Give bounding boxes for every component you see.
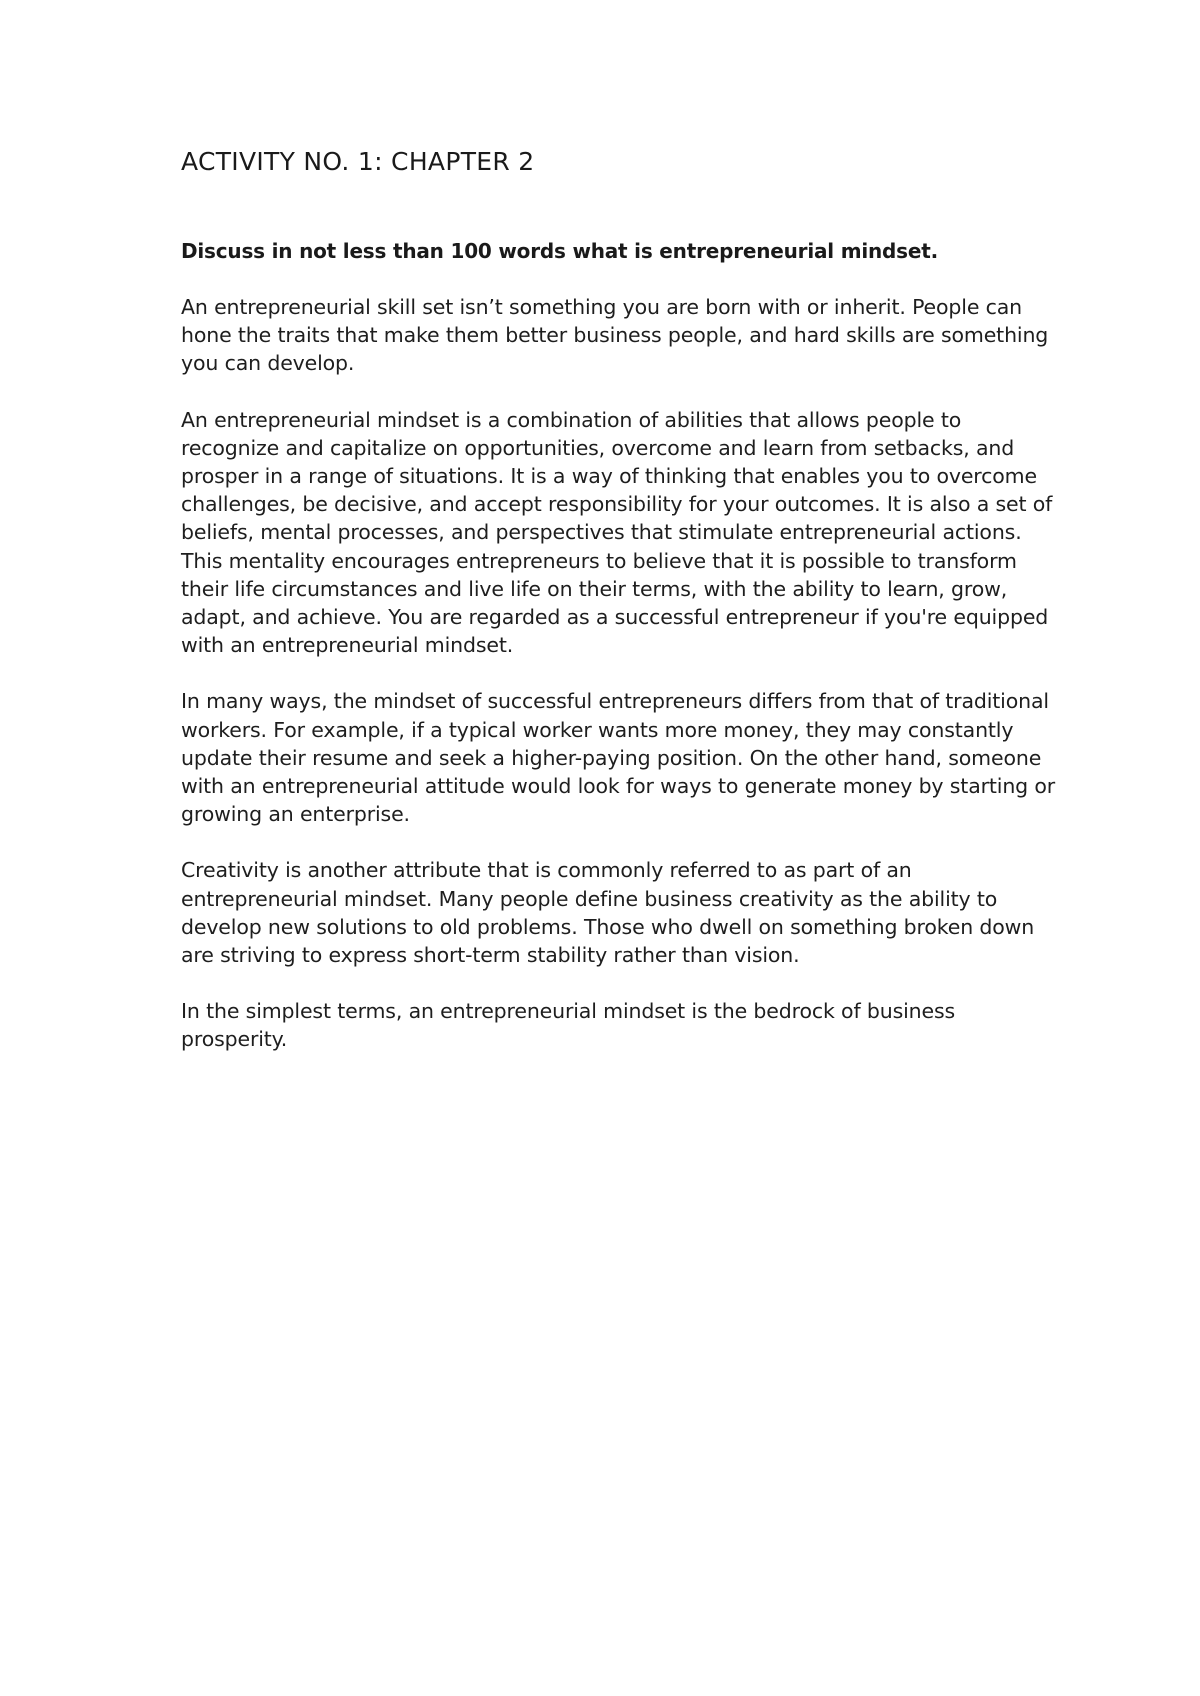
page-title: ACTIVITY NO. 1: CHAPTER 2 xyxy=(181,147,535,176)
document-body xyxy=(181,145,1061,1054)
paragraph-3: In many ways, the mindset of successful entrepreneurs differs from that of traditional workers. For example, if a typical worker wants more money, they may constantly update their resume and seek a higher-paying position. On the other hand, someone with an entrepreneurial attitude would look for ways to generate money by starting or growing an enterprise. xyxy=(181,689,1056,827)
paragraph-2: An entrepreneurial mindset is a combination of abilities that allows people to recognize and capitalize on opportunities, overcome and learn from setbacks, and prosper in a range of situations. It is a way of thinking that enables you to overcome challenges, be decisive, and accept responsibility for your outcomes. It is also a set of beliefs, mental processes, and perspectives that stimulate entrepreneurial actions. This mentality encourages entrepreneurs to believe that it is possible to transform their life circumstances and live life on their terms, with the ability to learn, grow, adapt, and achieve. You are regarded as a successful entrepreneur if you're equipped with an entrepreneurial mindset. xyxy=(181,407,1053,658)
question-prompt: Discuss in not less than 100 words what is entrepreneurial mindset. xyxy=(181,239,938,263)
paragraph-1: An entrepreneurial skill set isn’t something you are born with or inherit. People can hone the traits that make them better business people, and hard skills are something you can develop. xyxy=(181,295,1049,376)
paragraph-4: Creativity is another attribute that is commonly referred to as part of an entrepreneurial mindset. Many people define business creativity as the ability to develop new solutions to old problems. Those who dwell on something broken down are striving to express short-term stability rather than vision. xyxy=(181,858,1035,968)
paragraph-5: In the simplest terms, an entrepreneurial mindset is the bedrock of business prosperity. xyxy=(181,999,956,1052)
